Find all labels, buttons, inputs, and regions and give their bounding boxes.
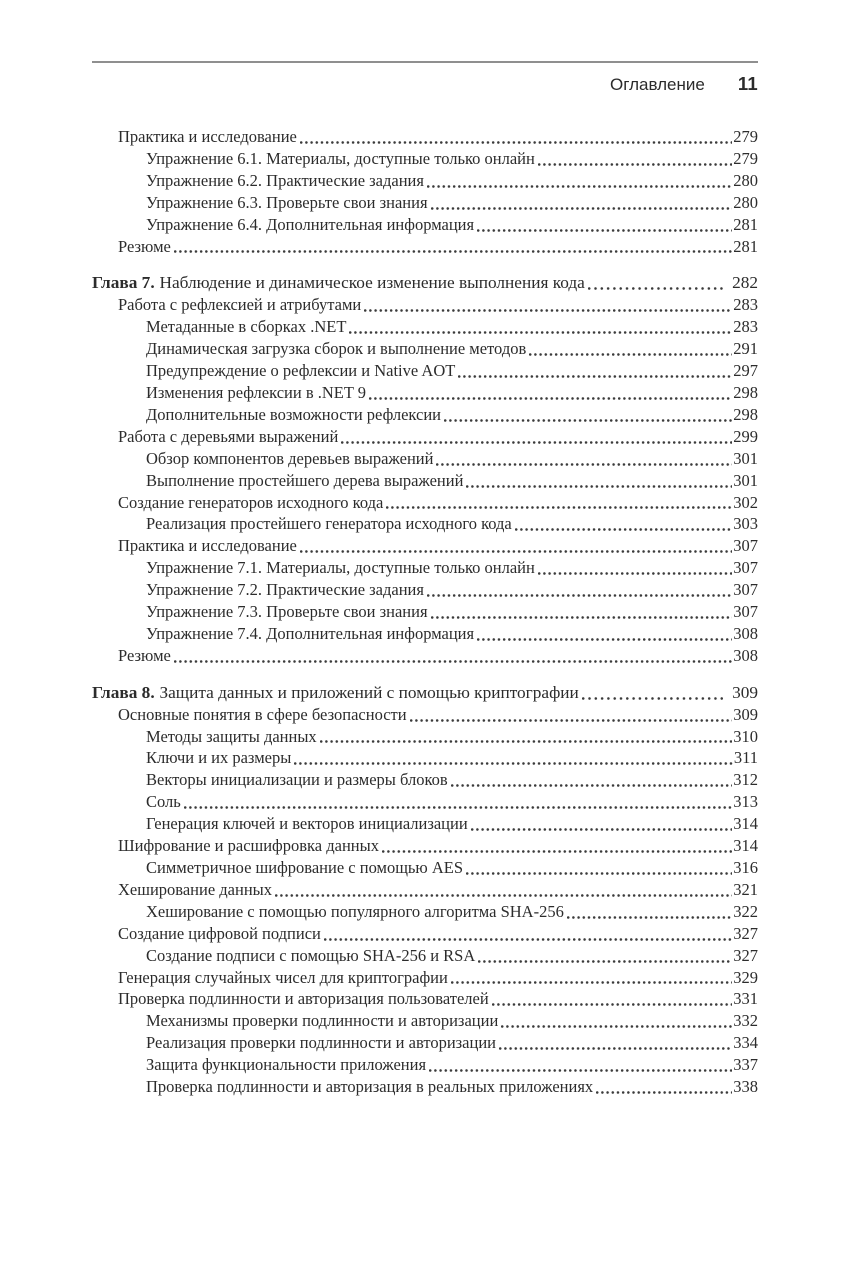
- chapter-label: Глава 7.: [92, 273, 155, 293]
- toc-leader-dots: [324, 938, 732, 941]
- toc-leader-dots: [174, 660, 732, 663]
- toc-leader-dots: [431, 207, 733, 210]
- toc-entry-page: 307: [733, 602, 758, 622]
- toc-entry-page: 338: [733, 1077, 758, 1097]
- toc-entry-title: Упражнение 6.4. Дополнительная информация: [146, 214, 475, 234]
- toc-leader-dots: [341, 441, 732, 444]
- toc-leader-dots: [364, 309, 732, 312]
- toc-leader-dots: [501, 1025, 732, 1028]
- toc-leader-dots: [478, 960, 732, 963]
- toc-leader-dots: [369, 397, 732, 400]
- toc-entry-page: 308: [733, 623, 758, 643]
- toc-entry-title: Работа с рефлексией и атрибутами: [118, 295, 362, 315]
- toc-entry: [92, 1054, 758, 1076]
- chapter-title-text: Наблюдение и динамическое изменение выполнения кода: [159, 273, 585, 293]
- toc-leader-dots: [471, 828, 733, 831]
- toc-leader-dots: [477, 638, 732, 641]
- toc-leader-dots: [427, 185, 732, 188]
- toc-entry-page: 291: [733, 339, 758, 359]
- toc-leader-dots: [492, 1003, 733, 1006]
- toc-entry-title: Шифрование и расшифровка данных: [118, 836, 379, 856]
- toc-entry: [92, 1076, 758, 1098]
- toc-entry: [92, 513, 758, 535]
- toc-entry-page: 314: [733, 836, 758, 856]
- toc-entry: [92, 769, 758, 791]
- toc-entry-title: Резюме: [118, 645, 171, 665]
- toc-entry: [92, 791, 758, 813]
- toc-entry: [92, 1032, 758, 1054]
- toc-entry-page: 314: [733, 814, 758, 834]
- toc-leader-dots: [451, 981, 732, 984]
- toc-entry-title: Резюме: [118, 236, 171, 256]
- toc-leader-dots: [458, 375, 732, 378]
- toc-leader-dots: [174, 250, 732, 253]
- toc-entry: [92, 835, 758, 857]
- toc-entry-page: 316: [733, 858, 758, 877]
- toc-entry: [92, 923, 758, 945]
- toc-entry: [92, 601, 758, 623]
- toc-entry: [92, 557, 758, 579]
- toc-entry-title: Реализация проверки подлинности и авторизации: [146, 1033, 496, 1053]
- toc-entry-title: Проверка подлинности и авторизация пользователей: [118, 989, 489, 1009]
- toc-entry-title: Проверка подлинности и авторизация в реальных приложениях: [146, 1077, 594, 1097]
- toc-section: [92, 272, 758, 666]
- toc-leader-dots: [499, 1047, 732, 1050]
- toc-entry-title: Упражнение 7.2. Практические задания: [146, 580, 424, 600]
- toc-entry-page: 298: [733, 404, 758, 424]
- toc-leader-dots: [431, 616, 733, 619]
- toc-entry-title: Упражнение 6.2. Практические задания: [146, 170, 424, 190]
- toc-entry-page: 282: [732, 273, 758, 293]
- toc: [92, 126, 758, 1098]
- toc-entry-title: Практика и исследование: [118, 127, 297, 146]
- toc-entry-title: Векторы инициализации и размеры блоков: [146, 770, 448, 790]
- toc-entry-page: 332: [733, 1011, 758, 1031]
- toc-entry: [92, 338, 758, 360]
- running-head-title: Оглавление: [610, 75, 705, 94]
- toc-entry-page: 307: [733, 580, 758, 600]
- toc-entry-title: Упражнение 7.4. Дополнительная информация: [146, 623, 475, 643]
- toc-entry-page: 307: [733, 536, 758, 556]
- toc-entry-title: Предупреждение о рефлексии и Native AOT: [146, 361, 456, 381]
- toc-chapter-title: [92, 682, 579, 704]
- book-page: [0, 61, 849, 1261]
- toc-entry-title: Упражнение 6.3. Проверьте свои знания: [146, 192, 428, 212]
- toc-chapter-row: [92, 272, 758, 294]
- toc-entry-page: 334: [733, 1033, 758, 1053]
- toc-entry: [92, 492, 758, 514]
- toc-entry: [92, 470, 758, 492]
- running-head-page-number: 11: [737, 73, 758, 94]
- toc-entry: [92, 967, 758, 989]
- toc-entry-title: Реализация простейшего генератора исходного кода: [146, 514, 512, 534]
- toc-entry-title: Методы защиты данных: [146, 726, 317, 746]
- toc-entry-title: Ключи и их размеры: [146, 748, 292, 768]
- toc-entry-title: Основные понятия в сфере безопасности: [118, 704, 407, 724]
- toc-leader-dots: [582, 697, 723, 700]
- toc-leader-dots: [451, 784, 733, 787]
- toc-entry: [92, 360, 758, 382]
- toc-entry-page: 281: [733, 214, 758, 234]
- toc-entry-page: 309: [733, 704, 758, 724]
- toc-leader-dots: [436, 463, 732, 466]
- toc-entry-page: 310: [733, 726, 758, 746]
- toc-entry-page: 321: [733, 879, 758, 899]
- toc-chapter-title: [92, 272, 585, 294]
- toc-entry-page: 301: [733, 470, 758, 490]
- toc-leader-dots: [275, 894, 732, 897]
- toc-entry-page: 279: [733, 127, 758, 146]
- toc-entry-page: 283: [733, 317, 758, 337]
- toc-leader-dots: [382, 850, 732, 853]
- toc-entry-page: 298: [733, 382, 758, 402]
- toc-entry-page: 331: [733, 989, 758, 1009]
- toc-entry-page: 280: [733, 170, 758, 190]
- toc-leader-dots: [588, 287, 723, 290]
- toc-entry: [92, 192, 758, 214]
- toc-entry: [92, 988, 758, 1010]
- toc-leader-dots: [538, 572, 732, 575]
- toc-entry-title: Динамическая загрузка сборок и выполнение методов: [146, 339, 527, 359]
- toc-entry-title: Выполнение простейшего дерева выражений: [146, 470, 464, 490]
- toc-entry-page: 303: [733, 514, 758, 534]
- toc-entry: [92, 945, 758, 967]
- toc-leader-dots: [300, 550, 732, 553]
- toc-entry-title: Механизмы проверки подлинности и авторизации: [146, 1011, 499, 1031]
- toc-entry: [92, 726, 758, 748]
- toc-chapter-row: [92, 682, 758, 704]
- toc-entry-title: Упражнение 6.1. Материалы, доступные только онлайн: [146, 148, 535, 168]
- toc-entry: [92, 294, 758, 316]
- toc-entry-title: Метаданные в сборках .NET: [146, 317, 347, 337]
- toc-entry: [92, 645, 758, 667]
- toc-entry-page: 297: [733, 361, 758, 381]
- toc-leader-dots: [184, 806, 732, 809]
- toc-entry: [92, 813, 758, 835]
- toc-entry: [92, 316, 758, 338]
- toc-entry-page: 301: [733, 448, 758, 468]
- toc-entry-page: 327: [733, 945, 758, 965]
- toc-entry-title: Генерация случайных чисел для криптографии: [118, 967, 448, 987]
- toc-entry: [92, 404, 758, 426]
- toc-leader-dots: [349, 331, 732, 334]
- toc-entry-title: Упражнение 7.1. Материалы, доступные только онлайн: [146, 558, 535, 578]
- toc-entry: [92, 879, 758, 901]
- toc-entry: [92, 170, 758, 192]
- toc-entry-page: 329: [733, 967, 758, 987]
- toc-leader-dots: [529, 353, 732, 356]
- toc-entry-title: Создание цифровой подписи: [118, 923, 321, 943]
- toc-entry: [92, 535, 758, 557]
- toc-leader-dots: [294, 762, 733, 765]
- page-content: [92, 61, 758, 1098]
- toc-entry: [92, 747, 758, 769]
- toc-entry-page: 327: [733, 923, 758, 943]
- toc-leader-dots: [320, 740, 733, 743]
- toc-entry: [92, 426, 758, 448]
- toc-entry: [92, 623, 758, 645]
- toc-entry: [92, 579, 758, 601]
- toc-entry-title: Работа с деревьями выражений: [118, 426, 339, 446]
- toc-entry-page: 281: [733, 236, 758, 256]
- toc-entry-title: Создание подписи с помощью SHA-256 и RSA: [146, 945, 476, 965]
- toc-leader-dots: [515, 528, 733, 531]
- toc-entry-page: 312: [733, 770, 758, 790]
- toc-entry-page: 280: [733, 192, 758, 212]
- chapter-title-text: Защита данных и приложений с помощью криптографии: [159, 682, 579, 702]
- toc-leader-dots: [410, 719, 733, 722]
- toc-entry-page: 337: [733, 1055, 758, 1075]
- toc-entry-title: Хеширование с помощью популярного алгоритма SHA-256: [146, 901, 564, 921]
- toc-entry-title: Упражнение 7.3. Проверьте свои знания: [146, 602, 428, 622]
- toc-section: [92, 126, 758, 257]
- toc-entry: [92, 448, 758, 470]
- toc-entry: [92, 236, 758, 258]
- toc-entry-page: 299: [733, 426, 758, 446]
- toc-entry-title: Хеширование данных: [118, 879, 272, 899]
- toc-entry-title: Симметричное шифрование с помощью AES: [146, 858, 464, 877]
- toc-entry-page: 279: [733, 148, 758, 168]
- toc-entry-page: 302: [733, 492, 758, 512]
- toc-entry-page: 311: [733, 748, 758, 768]
- toc-entry-page: 308: [733, 645, 758, 665]
- toc-entry: [92, 126, 758, 148]
- toc-leader-dots: [427, 594, 732, 597]
- toc-entry: [92, 1010, 758, 1032]
- toc-entry-title: Изменения рефлексии в .NET 9: [146, 382, 367, 402]
- toc-entry-title: Соль: [146, 792, 181, 812]
- toc-leader-dots: [538, 163, 732, 166]
- toc-leader-dots: [567, 916, 732, 919]
- toc-entry: [92, 901, 758, 923]
- toc-entry-title: Защита функциональности приложения: [146, 1055, 427, 1075]
- toc-entry-page: 313: [733, 792, 758, 812]
- toc-entry: [92, 704, 758, 726]
- toc-leader-dots: [477, 229, 732, 232]
- toc-leader-dots: [596, 1091, 732, 1094]
- toc-leader-dots: [429, 1069, 732, 1072]
- toc-leader-dots: [466, 872, 732, 875]
- toc-entry-page: 309: [732, 682, 758, 702]
- running-head: [92, 63, 758, 95]
- toc-leader-dots: [466, 485, 732, 488]
- toc-entry: [92, 382, 758, 404]
- toc-leader-dots: [300, 141, 732, 144]
- chapter-label: Глава 8.: [92, 682, 155, 702]
- toc-entry-title: Практика и исследование: [118, 536, 297, 556]
- toc-entry-page: 307: [733, 558, 758, 578]
- toc-entry: [92, 857, 758, 879]
- toc-entry: [92, 214, 758, 236]
- toc-entry-page: 283: [733, 295, 758, 315]
- toc-entry-title: Генерация ключей и векторов инициализации: [146, 814, 468, 834]
- toc-section: [92, 682, 758, 1098]
- toc-leader-dots: [444, 419, 732, 422]
- toc-entry-title: Дополнительные возможности рефлексии: [146, 404, 441, 424]
- toc-entry-title: Обзор компонентов деревьев выражений: [146, 448, 434, 468]
- toc-entry-title: Создание генераторов исходного кода: [118, 492, 384, 512]
- toc-entry: [92, 148, 758, 170]
- toc-entry-page: 322: [733, 901, 758, 921]
- toc-leader-dots: [386, 506, 732, 509]
